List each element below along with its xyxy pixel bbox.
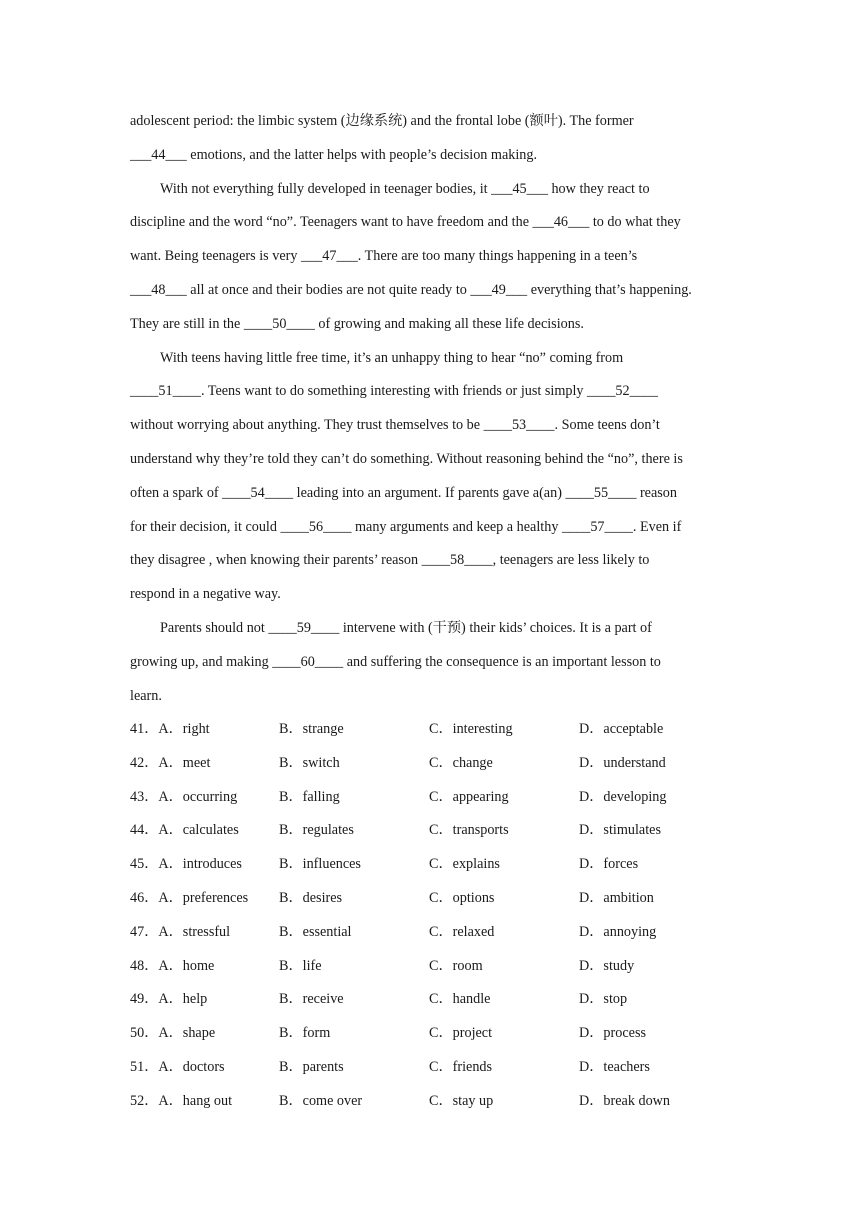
- cloze-passage: [130, 105, 740, 713]
- option-b: B．desires: [279, 889, 343, 906]
- option-b: B．come over: [279, 1092, 363, 1109]
- question-row-49: [130, 983, 740, 1017]
- option-b: B．switch: [279, 754, 340, 771]
- question-row-45: [130, 848, 740, 882]
- option-c: C．project: [429, 1025, 493, 1042]
- option-c: C．change: [429, 754, 493, 771]
- option-d: D．acceptable: [579, 721, 664, 737]
- option-a: 50．A．shape: [130, 1025, 216, 1042]
- option-d: D．stop: [579, 991, 628, 1008]
- option-a: 46．A．preferences: [130, 889, 249, 906]
- option-d: D．ambition: [579, 889, 654, 906]
- option-a: 47．A．stressful: [130, 923, 231, 940]
- question-row-50: [130, 1017, 740, 1051]
- option-a: 41．A．right: [130, 721, 210, 737]
- passage-line: they disagree , when knowing their parents’ reason ____58____, teenagers are less likely to: [130, 552, 650, 569]
- passage-line: With not everything fully developed in teenager bodies, it ___45___ how they react to: [160, 180, 650, 197]
- option-c: C．interesting: [429, 721, 513, 737]
- answer-options: [130, 713, 740, 1119]
- option-d: D．forces: [579, 856, 639, 873]
- option-b: B．strange: [279, 721, 344, 737]
- passage-line: growing up, and making ____60____ and suffering the consequence is an important lesson to: [130, 653, 661, 670]
- option-d: D．understand: [579, 754, 666, 771]
- option-b: B．form: [279, 1025, 331, 1042]
- option-c: C．relaxed: [429, 923, 495, 940]
- option-d: D．process: [579, 1025, 646, 1042]
- option-c: C．options: [429, 889, 495, 906]
- option-a: 44．A．calculates: [130, 822, 239, 839]
- option-d: D．annoying: [579, 923, 657, 940]
- passage-line: understand why they’re told they can’t do something. Without reasoning behind the “no”, there is: [130, 450, 683, 467]
- option-c: C．room: [429, 957, 483, 974]
- passage-line: discipline and the word “no”. Teenagers want to have freedom and the ___46___ to do what they: [130, 214, 681, 231]
- option-c: C．handle: [429, 991, 491, 1008]
- option-d: D．study: [579, 957, 635, 974]
- question-row-51: [130, 1051, 740, 1085]
- option-d: D．stimulates: [579, 822, 661, 839]
- passage-line: learn.: [130, 687, 162, 704]
- passage-line: want. Being teenagers is very ___47___. There are too many things happening in a teen’s: [130, 248, 638, 265]
- option-b: B．life: [279, 957, 322, 974]
- option-a: 52．A．hang out: [130, 1092, 233, 1109]
- option-a: 45．A．introduces: [130, 856, 242, 873]
- option-b: B．essential: [279, 923, 352, 940]
- option-b: B．receive: [279, 991, 344, 1008]
- question-row-52: [130, 1085, 740, 1119]
- passage-line: for their decision, it could ____56____ many arguments and keep a healthy ____57____. Even if: [130, 518, 682, 535]
- passage-line: Parents should not ____59____ intervene with (干预) their kids’ choices. It is a part of: [160, 619, 652, 636]
- passage-line: They are still in the ____50____ of growing and making all these life decisions.: [130, 315, 584, 332]
- option-d: D．break down: [579, 1092, 671, 1109]
- question-row-41: [130, 713, 740, 747]
- option-a: 42．A．meet: [130, 754, 211, 771]
- option-b: B．falling: [279, 788, 340, 805]
- question-row-48: [130, 950, 740, 984]
- passage-line: without worrying about anything. They trust themselves to be ____53____. Some teens don’t: [130, 417, 660, 434]
- question-row-42: [130, 747, 740, 781]
- passage-line: respond in a negative way.: [130, 586, 281, 603]
- passage-line: adolescent period: the limbic system (边缘系统) and the frontal lobe (额叶). The former: [130, 113, 634, 129]
- option-a: 51．A．doctors: [130, 1058, 225, 1075]
- option-b: B．parents: [279, 1058, 344, 1075]
- option-b: B．regulates: [279, 822, 354, 839]
- option-d: D．developing: [579, 788, 667, 805]
- option-c: C．friends: [429, 1058, 493, 1075]
- passage-line: often a spark of ____54____ leading into an argument. If parents gave a(an) ____55____ reason: [130, 484, 677, 501]
- passage-line: With teens having little free time, it’s an unhappy thing to hear “no” coming from: [160, 349, 624, 366]
- option-c: C．transports: [429, 822, 509, 839]
- passage-line: ___44___ emotions, and the latter helps with people’s decision making.: [130, 146, 538, 163]
- question-row-46: [130, 882, 740, 916]
- option-c: C．appearing: [429, 788, 509, 805]
- question-row-43: [130, 781, 740, 815]
- passage-line: ____51____. Teens want to do something interesting with friends or just simply ____52____: [130, 383, 658, 400]
- option-a: 49．A．help: [130, 991, 208, 1008]
- option-c: C．stay up: [429, 1092, 494, 1109]
- option-d: D．teachers: [579, 1058, 650, 1075]
- question-row-44: [130, 814, 740, 848]
- question-row-47: [130, 916, 740, 950]
- option-a: 48．A．home: [130, 957, 215, 974]
- passage-line: ___48___ all at once and their bodies are not quite ready to ___49___ everything that’s happening.: [130, 281, 692, 298]
- option-b: B．influences: [279, 856, 361, 873]
- option-c: C．explains: [429, 856, 500, 873]
- option-a: 43．A．occurring: [130, 788, 238, 805]
